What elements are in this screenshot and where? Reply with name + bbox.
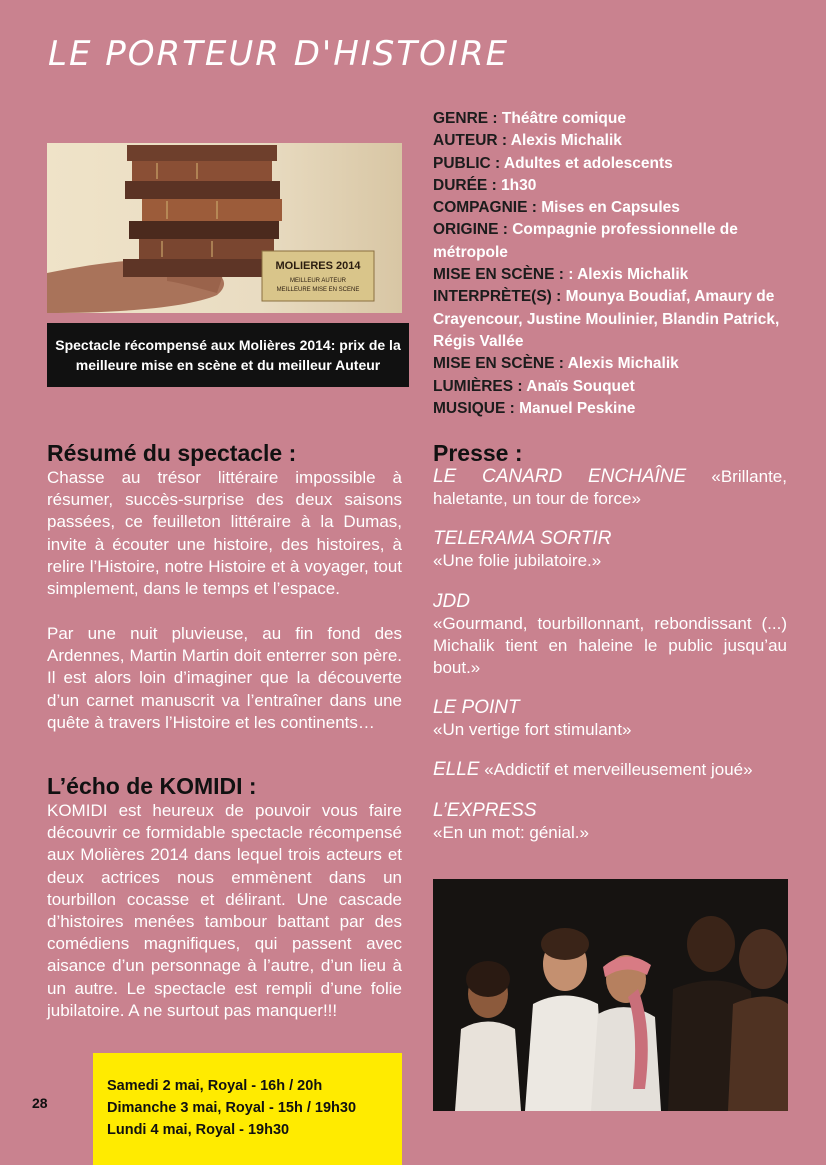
info-origine: ORIGINE : Compagnie professionnelle de métropole xyxy=(433,221,738,261)
info-auteur: AUTEUR : Alexis Michalik xyxy=(433,132,622,150)
press-quote: «Gourmand, tourbillonnant, rebondissant (...) Michalik tient en haleine le public jusqu’au bout.» xyxy=(433,613,787,678)
press-source: LE POINT xyxy=(433,697,520,719)
schedule-line: Samedi 2 mai, Royal - 16h / 20h xyxy=(107,1078,323,1094)
info-lumieres: LUMIÈRES : Anaïs Souquet xyxy=(433,377,635,395)
schedule-line: Dimanche 3 mai, Royal - 15h / 19h30 xyxy=(107,1100,357,1116)
press-source: JDD xyxy=(433,590,470,612)
page-number: 28 xyxy=(32,1095,48,1111)
info-genre: GENRE : Théâtre comique xyxy=(433,110,626,127)
molieres-sign xyxy=(262,251,374,301)
schedule-box xyxy=(93,1053,402,1165)
info-musique: MUSIQUE : Manuel Peskine xyxy=(433,399,636,417)
resume-paragraph-2: Par une nuit pluvieuse, au fin fond des Ardennes, Martin Martin doit enterrer son père. Il est alors loin d’imaginer que la découverte d’un carnet manuscrit va l’entraîner dans une quête à travers l’Histoire et les continents… xyxy=(47,624,402,732)
stage-photo-illustration xyxy=(433,879,788,1111)
press-quote: «Addictif et merveilleusement joué» xyxy=(484,760,753,780)
resume-heading: Résumé du spectacle : xyxy=(47,440,297,466)
press-quote: «Un vertige fort stimulant» xyxy=(433,720,632,740)
press-source: LE CANARD ENCHAÎNE xyxy=(433,466,687,487)
press-item xyxy=(433,591,787,680)
press-source: ELLE xyxy=(433,759,480,781)
press-item xyxy=(433,759,787,781)
info-mise-en-scene-2: MISE EN SCÈNE : Alexis Michalik xyxy=(433,355,679,373)
press-item xyxy=(433,528,787,572)
press-quote: «Brillante, haletante, un tour de force» xyxy=(433,467,787,509)
info-mise-en-scene: MISE EN SCÈNE : : Alexis Michalik xyxy=(433,266,689,284)
books-photo xyxy=(47,143,402,313)
info-public: PUBLIC : Adultes et adolescents xyxy=(433,154,673,172)
svg-text:MEILLEUR AUTEUR: MEILLEUR AUTEUR xyxy=(289,278,347,284)
show-info xyxy=(433,108,793,420)
schedule-line: Lundi 4 mai, Royal - 19h30 xyxy=(107,1122,290,1138)
press-list xyxy=(433,466,787,862)
photo-caption: Spectacle récompensé aux Molières 2014: prix de la meilleure mise en scène et du meilleur Auteur xyxy=(47,323,409,387)
presse-heading: Presse : xyxy=(433,440,523,466)
press-item xyxy=(433,466,787,510)
info-compagnie: COMPAGNIE : Mises en Capsules xyxy=(433,199,680,217)
info-interpretes: INTERPRÈTE(S) : Mounya Boudiaf, Amaury de Crayencour, Justine Moulinier, Blandin Patrick, Régis Vallée xyxy=(433,288,780,350)
echo-paragraph: KOMIDI est heureux de pouvoir vous faire découvrir ce formidable spectacle récompensé aux Molières 2014 dans lequel trois acteurs et deux actrices nous emmènent dans un tourbillon cocasse et délirant. Une cascade d’histoires menées tambour battant par des comédiens magnifiques, qui passent avec aisance d’un personnage à l’autre, d’un lieu à un autre. Le spectacle est rempli d’une folie jubilatoire. A ne surtout pas manquer!!! xyxy=(47,801,402,1020)
info-duree: DURÉE : 1h30 xyxy=(433,176,537,194)
press-source: TELERAMA SORTIR xyxy=(433,528,612,550)
stage-photo xyxy=(433,879,788,1111)
echo-heading: L’écho de KOMIDI : xyxy=(47,773,257,799)
press-item xyxy=(433,800,787,844)
svg-text:MOLIERES 2014: MOLIERES 2014 xyxy=(275,260,361,272)
resume-paragraph-1: Chasse au trésor littéraire impossible à résumer, succès-surprise des deux saisons passées, ce feuilleton littéraire à la Dumas, invite à écouter une histoire, des histoires, à relire l’Histoire, notre Histoire et à voyager, tout simplement, dans le temps et l’espace. xyxy=(47,468,402,599)
press-quote: «Une folie jubilatoire.» xyxy=(433,551,602,571)
page-title: LE PORTEUR D'HISTOIRE xyxy=(48,34,510,74)
svg-text:MEILLEURE MISE EN SCENE: MEILLEURE MISE EN SCENE xyxy=(276,287,360,293)
press-item xyxy=(433,697,787,741)
press-quote: «En un mot: génial.» xyxy=(433,822,589,842)
books-illustration xyxy=(47,143,402,313)
press-source: L’EXPRESS xyxy=(433,799,537,821)
